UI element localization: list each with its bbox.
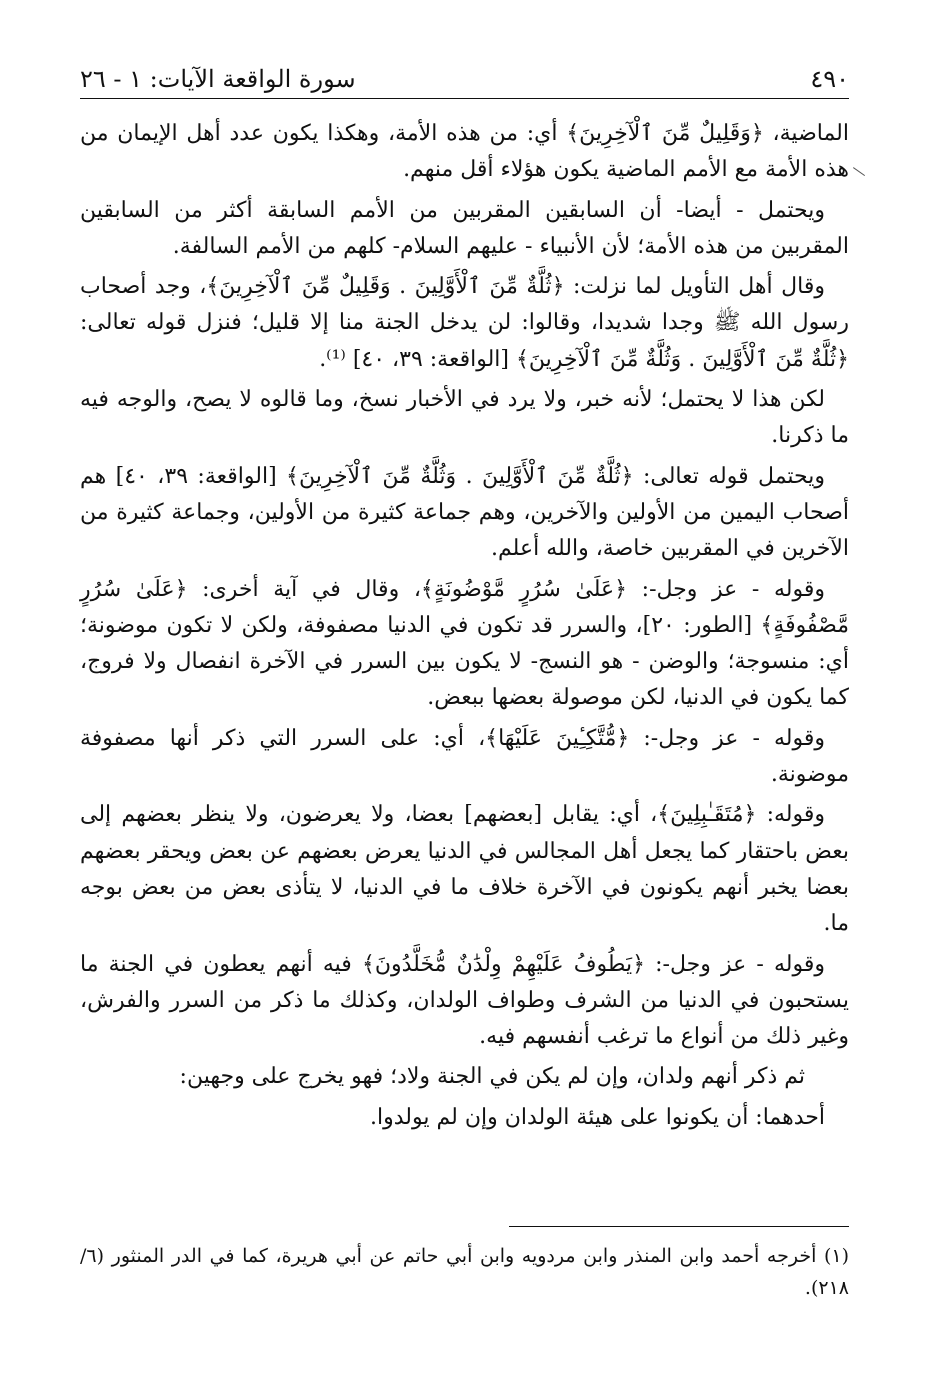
- paragraph: ثم ذكر أنهم ولدان، وإن لم يكن في الجنة ولاد؛ فهو يخرج على وجهين:: [179, 1064, 805, 1090]
- paragraph: ويحتمل قوله تعالى: ﴿ثُلَّةٌ مِّنَ ٱلْأَوَّلِينَ . وَثُلَّةٌ مِّنَ ٱلْآخِرِينَ﴾ [الواقعة: ٣٩، ٤٠] هم أصحاب اليمين من الأولين والآخرين، وهم جماعة كثيرة من الأولين، وجماعة كثيرة من الآخرين في المقربين خاصة، والله أعلم.: [80, 463, 849, 562]
- running-title: سورة الواقعة الآيات: ١ - ٢٦: [80, 65, 356, 93]
- paragraph: وقوله - عز وجل-: ﴿عَلَىٰ سُرُرٍ مَّوْضُونَةٍ﴾، وقال في آية أخرى: ﴿عَلَىٰ سُرُرٍ مَّصْفُوفَةٍ﴾ [الطور: ٢٠]، والسرر قد تكون في الدنيا مصفوفة، ولكن لا تكون موضونة؛ أي: منسوجة؛ والوضن - هو النسج- لا يكون بين السرر في الآخرة انفصال ولا فروج، كما يكون في الدنيا، لكن موصولة بعضها ببعض.: [80, 576, 849, 711]
- paragraph: أحدهما: أن يكونوا على هيئة الولدان وإن لم يولدوا.: [370, 1104, 825, 1130]
- paragraph: الماضية، ﴿وَقَلِيلٌ مِّنَ ٱلْآخِرِينَ﴾ أي: من هذه الأمة، وهكذا يكون عدد أهل الإيمان من هذه الأمة مع الأمم الماضية يكون هؤلاء أقل منهم.: [80, 121, 849, 183]
- margin-mark: [853, 159, 871, 176]
- paragraph: ويحتمل - أيضا- أن السابقين المقربين من الأمم السابقة أكثر من السابقين المقربين من هذه الأمة؛ لأن الأنبياء - عليهم السلام- كلهم من الأمم السالفة.: [80, 197, 849, 259]
- footnotes: [80, 1240, 849, 1304]
- paragraph: وقوله - عز وجل-: ﴿مُّتَّكِـِٔينَ عَلَيْهَا﴾، أي: على السرر التي ذكر أنها مصفوفة موضونة.: [80, 725, 849, 788]
- main-text: [80, 116, 849, 1140]
- footnote-rule: [509, 1226, 849, 1227]
- paragraph: وقوله - عز وجل-: ﴿يَطُوفُ عَلَيْهِمْ وِلْدَٰنٌ مُّخَلَّدُونَ﴾ فيه أنهم يعطون في الجنة ما يستحبون في الدنيا من الشرف وطواف الولدان، وكذلك ما ذكر من السرر والفرش، وغير ذلك من أنواع ما ترغب أنفسهم فيه.: [80, 951, 849, 1050]
- page-number: ٤٩٠: [810, 65, 849, 93]
- footnote: (١) أخرجه أحمد وابن المنذر وابن مردويه وابن أبي حاتم عن أبي هريرة، كما في الدر المنثور (٦/ ٢١٨).: [80, 1245, 849, 1299]
- paragraph: وقال أهل التأويل لما نزلت: ﴿ثُلَّةٌ مِّنَ ٱلْأَوَّلِينَ . وَقَلِيلٌ مِّنَ ٱلْآخِرِينَ﴾، وجد أصحاب رسول الله ﷺ وجدا شديدا، وقالوا: لن يدخل الجنة منا إلا قليل؛ فنزل قوله تعالى: ﴿ثُلَّةٌ مِّنَ ٱلْأَوَّلِينَ . وَثُلَّةٌ مِّنَ ٱلْآخِرِينَ﴾ [الواقعة: ٣٩، ٤٠] ⁽¹⁾.: [80, 274, 849, 372]
- paragraph: وقوله: ﴿مُتَقَـٰبِلِينَ﴾، أي: يقابل [بعضهم] بعضا، ولا يعرضون، ولا ينظر بعضهم إلى بعض باحتقار كما يجعل أهل المجالس في الدنيا يعرض بعضهم عن بعض ويحقر بعضهم بعضا يخبر أنهم يكونون في الآخرة خلاف ما في الدنيا، لا يتأذى بعض من بعض بوجه ما.: [80, 802, 849, 937]
- running-header: [80, 60, 849, 94]
- header-rule: [80, 98, 849, 99]
- paragraph: لكن هذا لا يحتمل؛ لأنه خبر، ولا يرد في الأخبار نسخ، وما قالوه لا يصح، والوجه فيه ما ذكرنا.: [80, 387, 849, 449]
